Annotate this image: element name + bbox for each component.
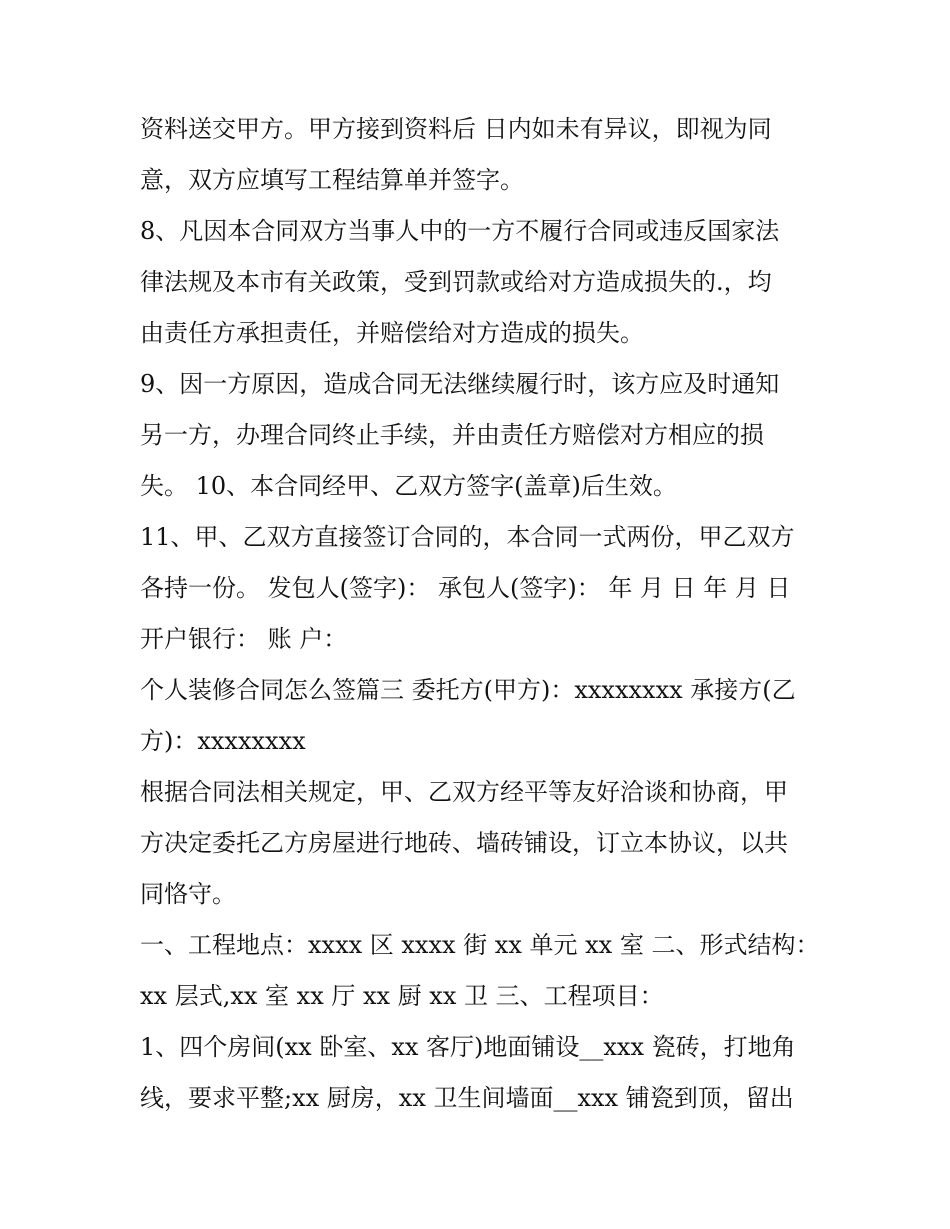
text-line: 同恪守。 [140, 880, 236, 908]
text-line: 各持一份。 发包人(签字)： 承包人(签字)： 年 月 日 年 月 日 [140, 574, 791, 602]
text-line: 线，要求平整;xx 厨房，xx 卫生间墙面__xxx 铺瓷到顶，留出 [140, 1084, 794, 1112]
text-line: 方决定委托乙方房屋进行地砖、墙砖铺设，订立本协议，以共 [140, 829, 788, 857]
text-line: 律法规及本市有关政策，受到罚款或给对方造成损失的.，均 [140, 268, 772, 296]
text-line: 由责任方承担责任，并赔偿给对方造成的损失。 [140, 319, 644, 347]
text-line: 资料送交甲方。甲方接到资料后 日内如未有异议，即视为同 [140, 115, 772, 143]
text-line: 开户银行： 账 户： [140, 625, 348, 653]
text-line: 9、因一方原因，造成合同无法继续履行时，该方应及时通知 [140, 370, 780, 398]
text-line: xx 层式,xx 室 xx 厅 xx 厨 xx 卫 三、工程项目： [140, 982, 664, 1010]
document-body [140, 104, 820, 1124]
text-line: 个人装修合同怎么签篇三 委托方(甲方)：xxxxxxxx 承接方(乙 [140, 676, 796, 704]
text-line: 一、工程地点：xxxx 区 xxxx 街 xx 单元 xx 室 二、形式结构： [140, 931, 820, 959]
text-line: 意，双方应填写工程结算单并签字。 [140, 166, 524, 194]
text-line: 另一方，办理合同终止手续，并由责任方赔偿对方相应的损 [140, 421, 764, 449]
text-line: 11、甲、乙双方直接签订合同的，本合同一式两份，甲乙双方 [140, 523, 795, 551]
text-line: 8、凡因本合同双方当事人中的一方不履行合同或违反国家法 [140, 217, 780, 245]
text-line: 失。 10、本合同经甲、乙双方签字(盖章)后生效。 [140, 472, 677, 500]
text-line: 根据合同法相关规定，甲、乙双方经平等友好洽谈和协商，甲 [140, 778, 788, 806]
text-line: 方)：xxxxxxxx [140, 727, 306, 755]
text-line: 1、四个房间(xx 卧室、xx 客厅)地面铺设__xxx 瓷砖，打地角 [140, 1033, 796, 1061]
